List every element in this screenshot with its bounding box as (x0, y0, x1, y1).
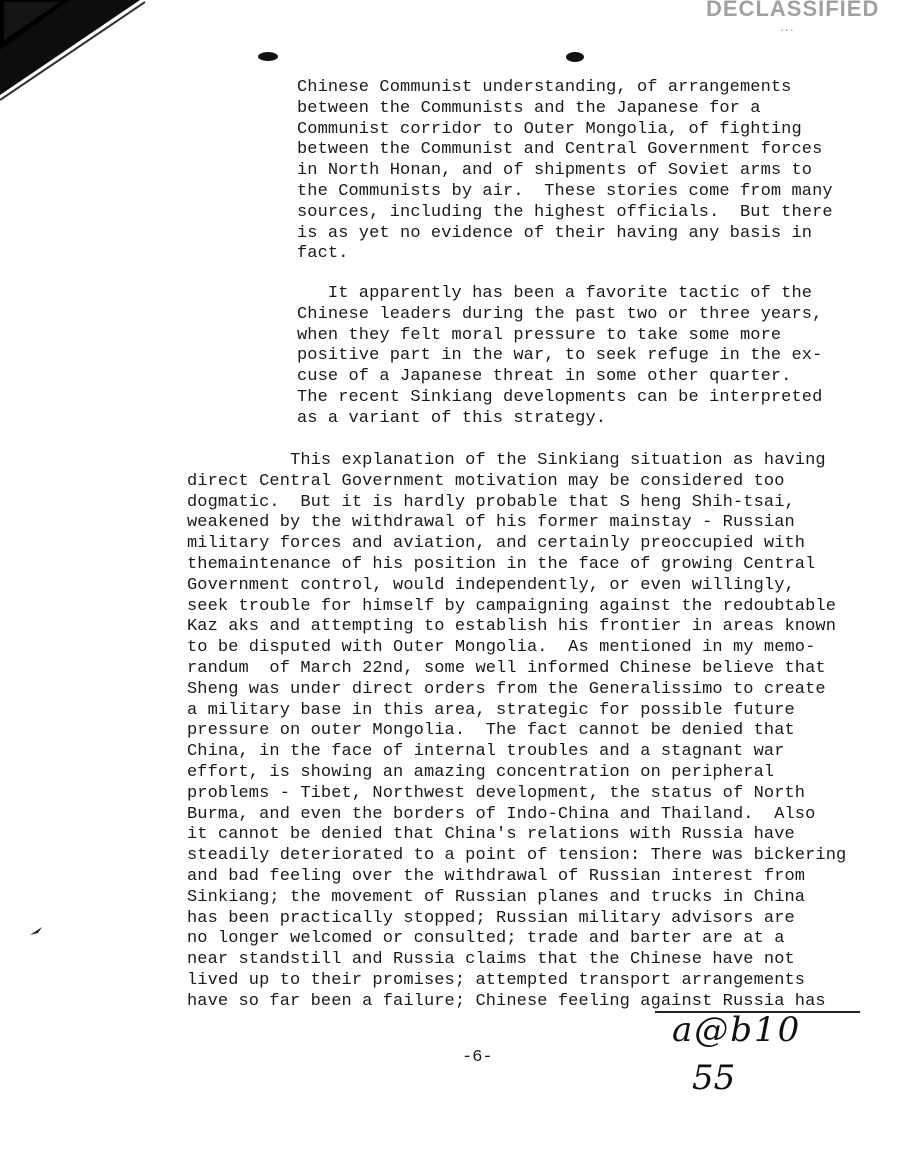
stamp-text: DECLASSIFIED (706, 0, 880, 21)
handwritten-annotation: a@b10 (672, 1010, 802, 1050)
paragraph-3: This explanation of the Sinkiang situation as having direct Central Government motivation may be considered too dogmatic. But it is hardly probable that S heng Shih-tsai, weakened by the withdrawal of his former mainstay - Russian military forces and aviation, and certainly preoccupied with themaintenance of his position in the face of growing Central Government control, would independently, or even willingly, seek trouble for himself by campaigning against the redoubtable Kaz aks and attempting to establish his frontier in areas known to be disputed with Outer Mongolia. As mentioned in my memo- randum of March 22nd, some well informed Chinese believe that Sheng was under direct orders from the Generalissimo to create a military base in this area, strategic for possible future pressure on outer Mongolia. The fact cannot be denied that China, in the face of internal troubles and a stagnant war effort, is showing an amazing concentration on peripheral problems - Tibet, Northwest development, the status of North Burma, and even the borders of Indo-China and Thailand. Also it cannot be denied that China's relations with Russia have steadily deteriorated to a point of tension: There was bickering and bad feeling over the withdrawal of Russian interest from Sinkiang; the movement of Russian planes and trucks in China has been practically stopped; Russian military advisors are no longer welcomed or consulted; trade and barter are at a near standstill and Russia claims that the Chinese have not lived up to their promises; attempted transport arrangements have so far been a failure; Chinese feeling against Russia has (187, 451, 847, 1011)
punch-mark-right (566, 52, 584, 62)
handwritten-number: 55 (692, 1058, 736, 1098)
punch-mark-left (258, 52, 278, 61)
stamp-subtext: ... (780, 18, 795, 34)
paragraph-2: It apparently has been a favorite tactic of the Chinese leaders during the past two or three years, when they felt moral pressure to take some more positive part in the war, to seek refuge in the ex- cuse of a Japanese threat in some other quarter. The recent Sinkiang developments can be interpreted as a variant of this strategy. (297, 284, 823, 428)
paragraph-1: Chinese Communist understanding, of arrangements between the Communists and the Japanese for a Communist corridor to Outer Mongolia, of fighting between the Communist and Central Government forces in North Honan, and of shipments of Soviet arms to the Communists by air. These stories come from many sources, including the highest officials. But there is as yet no evidence of their having any basis in fact. (297, 78, 833, 264)
page-number: -6- (462, 1048, 493, 1067)
declassified-stamp (700, 0, 900, 42)
corner-scan-artifact (0, 0, 150, 110)
margin-tick-mark (30, 925, 44, 937)
